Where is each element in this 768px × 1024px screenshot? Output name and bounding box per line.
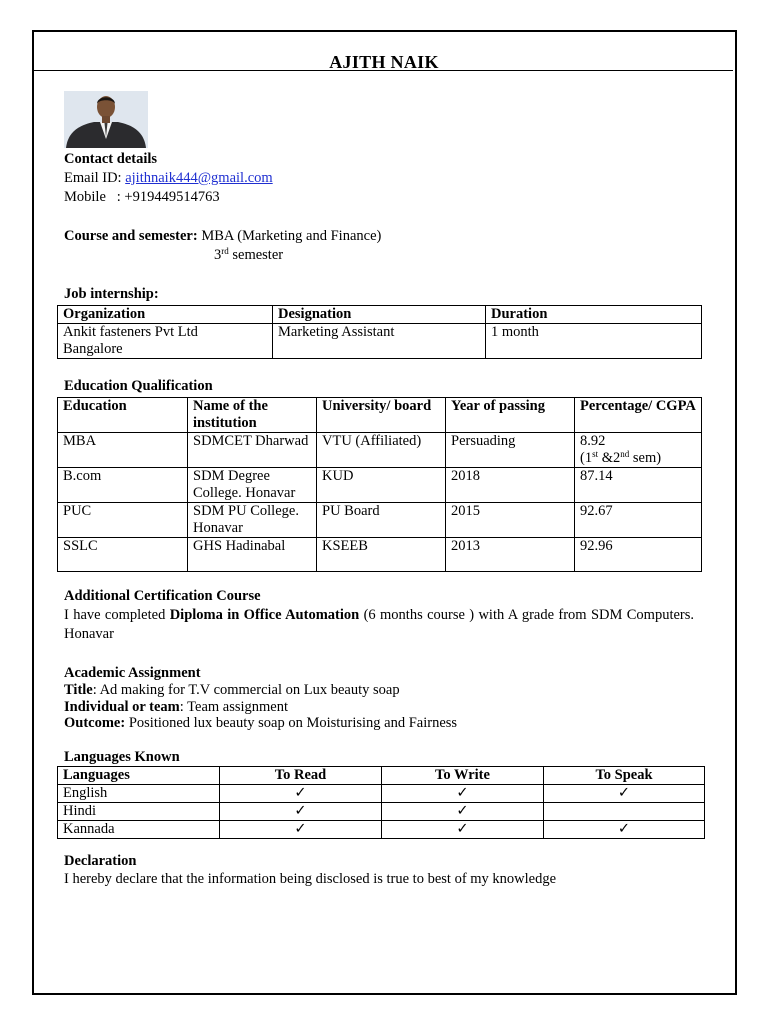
note-sup-first: st bbox=[592, 449, 599, 459]
cell-designation: Marketing Assistant bbox=[273, 324, 486, 359]
semester-text: semester bbox=[228, 247, 284, 263]
email-label: Email ID: bbox=[64, 170, 126, 186]
cell-language: English bbox=[58, 785, 220, 803]
note-close: sem) bbox=[629, 450, 662, 466]
header-duration: Duration bbox=[486, 306, 702, 324]
cell-year: Persuading bbox=[446, 433, 575, 468]
cell-institution: GHS Hadinabal bbox=[188, 538, 317, 572]
check-write: ✓ bbox=[382, 803, 544, 821]
org-name: Ankit fasteners Pvt Ltd bbox=[63, 324, 198, 340]
mobile-value: +919449514763 bbox=[124, 189, 220, 205]
score-value: 8.92 bbox=[580, 433, 606, 449]
outcome-label: Outcome: bbox=[64, 715, 126, 731]
table-header-row bbox=[58, 398, 702, 433]
cell-year: 2018 bbox=[446, 468, 575, 503]
cell-language: Kannada bbox=[58, 821, 220, 839]
cell-institution: SDM Degree College. Honavar bbox=[188, 468, 317, 503]
check-read: ✓ bbox=[220, 821, 382, 839]
check-speak bbox=[544, 803, 705, 821]
cell-institution: SDM PU College. Honavar bbox=[188, 503, 317, 538]
cell-score: 92.67 bbox=[575, 503, 702, 538]
cell-score: 87.14 bbox=[575, 468, 702, 503]
education-table bbox=[57, 397, 702, 572]
contact-heading: Contact details bbox=[64, 151, 158, 167]
cell-duration: 1 month bbox=[486, 324, 702, 359]
mobile-label: Mobile : bbox=[64, 189, 125, 205]
cell-board: PU Board bbox=[317, 503, 446, 538]
header-organization: Organization bbox=[58, 306, 273, 324]
table-row bbox=[58, 324, 702, 359]
note-open: (1 bbox=[580, 450, 593, 466]
cell-board: VTU (Affiliated) bbox=[317, 433, 446, 468]
languages-heading: Languages Known bbox=[64, 749, 180, 765]
cell-year: 2013 bbox=[446, 538, 575, 572]
note-sup-second: nd bbox=[620, 449, 630, 459]
candidate-name: AJITH NAIK bbox=[329, 52, 439, 72]
languages-table bbox=[57, 766, 705, 839]
table-row bbox=[58, 821, 705, 839]
team-label: Individual or team bbox=[64, 699, 180, 715]
header-education: Education bbox=[58, 398, 188, 433]
cell-education: MBA bbox=[58, 433, 188, 468]
cell-education: PUC bbox=[58, 503, 188, 538]
email-link[interactable]: ajithnaik444@gmail.com bbox=[125, 170, 273, 186]
declaration-text: I hereby declare that the information being disclosed is true to best of my knowledge bbox=[64, 871, 557, 887]
cert-text-before: I have completed bbox=[64, 607, 170, 623]
check-write: ✓ bbox=[382, 785, 544, 803]
cell-education: SSLC bbox=[58, 538, 188, 572]
cert-course-name: Diploma in Office Automation bbox=[169, 607, 360, 623]
org-location: Bangalore bbox=[63, 341, 123, 357]
mobile-line bbox=[64, 188, 220, 206]
cell-score: 92.96 bbox=[575, 538, 702, 572]
course-value: MBA (Marketing and Finance) bbox=[197, 228, 382, 244]
course-line bbox=[64, 227, 381, 245]
email-line bbox=[64, 169, 273, 187]
cell-board: KSEEB bbox=[317, 538, 446, 572]
cell-score bbox=[575, 433, 702, 468]
header-year: Year of passing bbox=[446, 398, 575, 433]
header-write: To Write bbox=[382, 767, 544, 785]
cell-year: 2015 bbox=[446, 503, 575, 538]
title-label: Title bbox=[64, 682, 93, 698]
cell-education: B.com bbox=[58, 468, 188, 503]
semester-suffix: rd bbox=[221, 246, 229, 256]
table-row bbox=[58, 503, 702, 538]
table-row bbox=[58, 433, 702, 468]
cell-board: KUD bbox=[317, 468, 446, 503]
table-row bbox=[58, 803, 705, 821]
check-write: ✓ bbox=[382, 821, 544, 839]
certification-heading: Additional Certification Course bbox=[64, 588, 261, 604]
check-read: ✓ bbox=[220, 785, 382, 803]
table-row bbox=[58, 468, 702, 503]
internship-table bbox=[57, 305, 702, 359]
team-value: : Team assignment bbox=[179, 699, 289, 715]
education-heading: Education Qualification bbox=[64, 378, 213, 394]
check-speak: ✓ bbox=[544, 821, 705, 839]
cert-text-after: (6 months course ) with A grade from SDM Computers. Honavar bbox=[64, 607, 695, 642]
header-read: To Read bbox=[220, 767, 382, 785]
check-read: ✓ bbox=[220, 803, 382, 821]
check-speak: ✓ bbox=[544, 785, 705, 803]
internship-heading: Job internship: bbox=[64, 286, 159, 302]
title-value: : Ad making for T.V commercial on Lux beauty soap bbox=[92, 682, 400, 698]
cell-language: Hindi bbox=[58, 803, 220, 821]
title-underline bbox=[33, 70, 733, 71]
table-header-row bbox=[58, 306, 702, 324]
assignment-outcome bbox=[64, 714, 457, 732]
cell-institution: SDMCET Dharwad bbox=[188, 433, 317, 468]
table-row bbox=[58, 785, 705, 803]
assignment-title bbox=[64, 681, 400, 699]
table-header-row bbox=[58, 767, 705, 785]
semester-line bbox=[214, 246, 283, 264]
header-board: University/ board bbox=[317, 398, 446, 433]
header-languages: Languages bbox=[58, 767, 220, 785]
certification-text bbox=[64, 606, 694, 644]
semester-number: 3 bbox=[214, 247, 222, 263]
assignment-heading: Academic Assignment bbox=[64, 665, 201, 681]
cell-organization bbox=[58, 324, 273, 359]
table-row bbox=[58, 538, 702, 572]
profile-photo bbox=[64, 91, 148, 148]
header-designation: Designation bbox=[273, 306, 486, 324]
header-score: Percentage/ CGPA bbox=[575, 398, 702, 433]
score-note bbox=[580, 450, 696, 467]
course-label: Course and semester: bbox=[64, 228, 198, 244]
declaration-heading: Declaration bbox=[64, 853, 137, 869]
header-institution: Name of the institution bbox=[188, 398, 317, 433]
outcome-value: Positioned lux beauty soap on Moisturising and Fairness bbox=[125, 715, 458, 731]
note-mid: &2 bbox=[598, 450, 621, 466]
header-speak: To Speak bbox=[544, 767, 705, 785]
